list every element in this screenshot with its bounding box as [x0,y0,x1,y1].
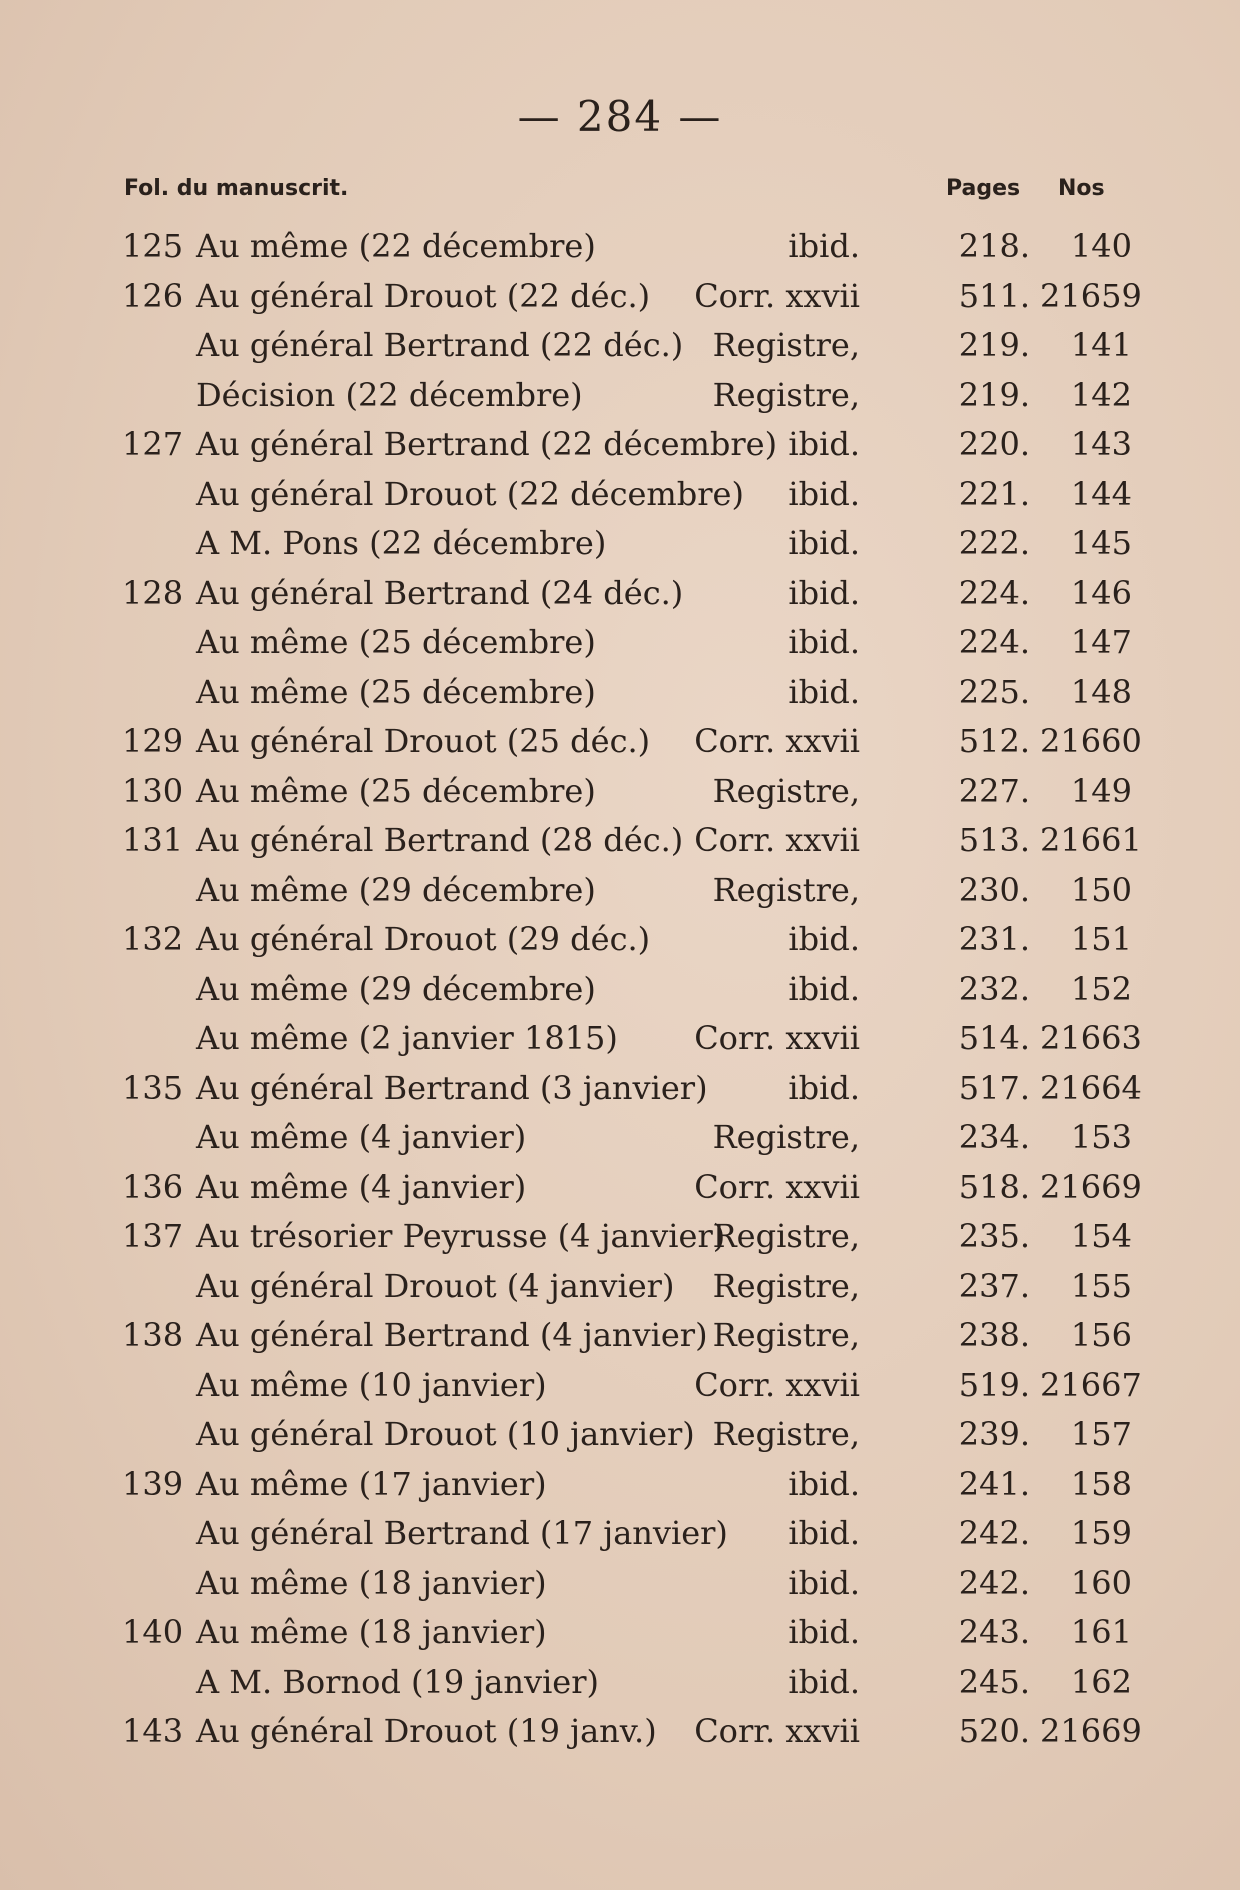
row-number: 160 [1070,1563,1132,1602]
row-source: ibid. [788,920,860,958]
row-page: 224. [958,573,1030,612]
row-folio: 130 [122,771,184,810]
row-title: Au général Bertrand (28 déc.) [196,821,684,859]
header-pages: Pages [946,176,1021,201]
row-folio: 126 [122,276,184,315]
row-number: 162 [1070,1662,1132,1701]
header-numbers: Nos [1058,176,1105,201]
row-page: 239. [958,1415,1030,1453]
row-number: 145 [1070,524,1132,562]
row-title: Au général Drouot (22 décembre) [196,474,744,513]
row-page: 224. [958,623,1030,661]
row-number: 21664 [1040,1068,1142,1107]
row-page: 237. [958,1266,1030,1305]
row-title: Au même (22 décembre) [196,227,596,265]
row-number: 150 [1070,870,1132,909]
row-number: 21669 [1040,1167,1142,1206]
row-page: 225. [958,672,1030,711]
table-row [0,1014,1240,1064]
table-row [0,1460,1240,1510]
row-number: 151 [1070,920,1132,958]
row-source: Corr. xxvii [694,276,860,315]
row-title: Au même (2 janvier 1815) [196,1019,618,1057]
row-page: 231. [958,920,1030,958]
row-source: Corr. xxvii [694,1019,860,1057]
row-title: Au même (18 janvier) [196,1563,547,1602]
table-row [0,767,1240,817]
row-title: Au même (29 décembre) [196,870,596,909]
row-source: Registre, [712,1415,860,1453]
row-number: 156 [1070,1316,1132,1354]
table-row [0,668,1240,718]
row-title: Au général Drouot (19 janv.) [196,1712,657,1750]
row-number: 21659 [1040,276,1142,315]
row-page: 519. [958,1365,1030,1404]
row-source: Registre, [712,375,860,414]
row-page: 227. [958,771,1030,810]
table-row [0,519,1240,569]
row-title: Au général Drouot (10 janvier) [196,1415,695,1453]
row-source: ibid. [788,672,860,711]
row-source: ibid. [788,1514,860,1552]
row-title: Au même (25 décembre) [196,771,596,810]
row-title: Au général Bertrand (24 déc.) [196,573,684,612]
row-page: 242. [958,1563,1030,1602]
table-row [0,1608,1240,1658]
row-number: 21669 [1040,1712,1142,1750]
table-row [0,1361,1240,1411]
table-row [0,371,1240,421]
row-source: Corr. xxvii [694,1712,860,1750]
row-title: Au même (25 décembre) [196,623,596,661]
row-title: Au général Bertrand (17 janvier) [196,1514,728,1552]
row-title: Au même (17 janvier) [196,1464,547,1503]
table-row [0,1559,1240,1609]
row-number: 152 [1070,969,1132,1008]
row-title: Au même (4 janvier) [196,1167,527,1206]
row-page: 235. [958,1217,1030,1255]
row-number: 148 [1070,672,1132,711]
row-page: 220. [958,425,1030,463]
row-folio: 127 [122,425,184,463]
row-source: Registre, [712,1266,860,1305]
row-folio: 138 [122,1316,184,1354]
row-title: Au trésorier Peyrusse (4 janvier) [196,1217,726,1255]
table-row [0,1410,1240,1460]
table-row [0,965,1240,1015]
row-title: Au général Drouot (25 déc.) [196,722,651,760]
row-source: ibid. [788,227,860,265]
row-source: ibid. [788,524,860,562]
row-number: 153 [1070,1118,1132,1156]
row-source: ibid. [788,1563,860,1602]
row-page: 238. [958,1316,1030,1354]
row-title: Au même (4 janvier) [196,1118,527,1156]
row-number: 155 [1070,1266,1132,1305]
row-source: ibid. [788,474,860,513]
header-folio: Fol. du manuscrit. [124,176,349,201]
row-page: 234. [958,1118,1030,1156]
row-page: 219. [958,375,1030,414]
table-row [0,816,1240,866]
row-source: Corr. xxvii [694,722,860,760]
row-source: ibid. [788,425,860,463]
table-row [0,1262,1240,1312]
row-source: Registre, [712,771,860,810]
row-title: A M. Pons (22 décembre) [196,524,607,562]
row-number: 154 [1070,1217,1132,1255]
row-title: Au général Bertrand (3 janvier) [196,1068,708,1107]
row-page: 218. [958,227,1030,265]
row-page: 511. [958,276,1030,315]
row-page: 242. [958,1514,1030,1552]
row-page: 518. [958,1167,1030,1206]
row-source: ibid. [788,1464,860,1503]
table-row [0,618,1240,668]
table-row [0,569,1240,619]
row-number: 21667 [1040,1365,1142,1404]
row-source: Registre, [712,870,860,909]
row-number: 21661 [1040,821,1142,859]
row-source: ibid. [788,1068,860,1107]
table-row [0,272,1240,322]
row-page: 232. [958,969,1030,1008]
row-page: 514. [958,1019,1030,1057]
row-folio: 139 [122,1464,184,1503]
row-page: 520. [958,1712,1030,1750]
row-title: Au même (29 décembre) [196,969,596,1008]
row-title: Au général Bertrand (22 décembre) [196,425,778,463]
row-title: Au même (25 décembre) [196,672,596,711]
table-row [0,1113,1240,1163]
table-row [0,470,1240,520]
row-page: 230. [958,870,1030,909]
row-page: 219. [958,326,1030,364]
row-source: ibid. [788,969,860,1008]
row-source: Registre, [712,1217,860,1255]
row-page: 241. [958,1464,1030,1503]
row-title: Au général Bertrand (22 déc.) [196,326,684,364]
row-number: 21663 [1040,1019,1142,1057]
row-folio: 128 [122,573,184,612]
row-source: ibid. [788,1662,860,1701]
row-number: 21660 [1040,722,1142,760]
table-row [0,1212,1240,1262]
row-page: 512. [958,722,1030,760]
row-source: ibid. [788,623,860,661]
table-row [0,866,1240,916]
row-number: 144 [1070,474,1132,513]
row-folio: 129 [122,722,184,760]
row-number: 141 [1070,326,1132,364]
row-title: Au général Drouot (29 déc.) [196,920,651,958]
row-title: Au même (18 janvier) [196,1613,547,1651]
row-title: Au général Bertrand (4 janvier) [196,1316,708,1354]
row-folio: 135 [122,1068,184,1107]
row-number: 140 [1070,227,1132,265]
row-number: 143 [1070,425,1132,463]
row-folio: 136 [122,1167,184,1206]
table-row [0,1509,1240,1559]
row-page: 222. [958,524,1030,562]
row-source: Registre, [712,326,860,364]
table-row [0,321,1240,371]
row-source: ibid. [788,1613,860,1651]
row-number: 159 [1070,1514,1132,1552]
table-row [0,1163,1240,1213]
row-folio: 140 [122,1613,184,1651]
row-number: 147 [1070,623,1132,661]
row-title: Au même (10 janvier) [196,1365,547,1404]
row-folio: 131 [122,821,184,859]
row-source: Corr. xxvii [694,1167,860,1206]
row-page: 221. [958,474,1030,513]
index-table [0,222,1240,1757]
row-page: 243. [958,1613,1030,1651]
row-page: 245. [958,1662,1030,1701]
row-number: 142 [1070,375,1132,414]
row-title: Au général Drouot (4 janvier) [196,1266,675,1305]
row-number: 157 [1070,1415,1132,1453]
row-source: Registre, [712,1316,860,1354]
row-number: 149 [1070,771,1132,810]
row-number: 161 [1070,1613,1132,1651]
table-row [0,1311,1240,1361]
row-title: Au général Drouot (22 déc.) [196,276,651,315]
row-number: 146 [1070,573,1132,612]
row-folio: 143 [122,1712,184,1750]
table-row [0,717,1240,767]
row-folio: 137 [122,1217,184,1255]
table-row [0,420,1240,470]
row-title: Décision (22 décembre) [196,375,583,414]
row-page: 517. [958,1068,1030,1107]
row-source: Corr. xxvii [694,821,860,859]
table-row [0,915,1240,965]
row-number: 158 [1070,1464,1132,1503]
row-folio: 125 [122,227,184,265]
row-source: ibid. [788,573,860,612]
table-row [0,1707,1240,1757]
row-title: A M. Bornod (19 janvier) [196,1662,600,1701]
table-row [0,222,1240,272]
row-folio: 132 [122,920,184,958]
table-row [0,1064,1240,1114]
table-row [0,1658,1240,1708]
row-source: Registre, [712,1118,860,1156]
page-number: — 284 — [517,92,723,141]
row-page: 513. [958,821,1030,859]
row-source: Corr. xxvii [694,1365,860,1404]
